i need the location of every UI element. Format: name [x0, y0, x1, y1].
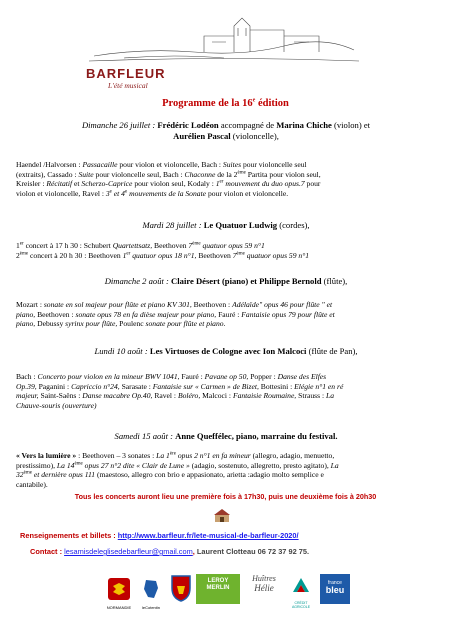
concert-4-program: Bach : Concerto pour violon en la mineur BWV 1041, Fauré : Pavane op 50, Popper : Danse des Elfes Op.39, Paganini : Capriccio n°24, Sarasate : Fantaisie sur « Carmen » de Bizet, Bottesini : Elégie n°1 en ré majeur, Saint-Saëns : Danse macabre Op.40, Ravel : Boléro, Malcoci : Fantaisie Roumaine, Strauss : La Chauve-souris (ouverture) — [16, 372, 344, 410]
concert-2-program: 1er concert à 17 h 30 : Schubert Quartettsatz, Beethoven 7ème quatuor opus 59 n°1 2ème concert à 20 h 30 : Beethoven 1er quatuor opus 18 n°1, Beethoven 7ème quatuor opus 59 n°1 — [16, 241, 310, 260]
concert-3-heading: Dimanche 2 août : Claire Désert (piano) et Philippe Bernold (flûte), — [104, 276, 348, 286]
concert-1-heading: Dimanche 26 juillet : Frédéric Lodéon accompagné de Marina Chiche (violon) et Aurélien Pascal (violoncelle), — [81, 120, 371, 141]
contact-email-link[interactable]: lesamisdeleglisedebarfleur@gmail.com — [64, 547, 193, 556]
brand-subtitle: L'été musical — [108, 81, 148, 90]
church-sketch-logo — [84, 6, 364, 66]
concert-2-heading: Mardi 28 juillet : Le Quatuor Ludwig (cordes), — [142, 220, 310, 230]
cotentin-map-icon — [140, 578, 162, 600]
normandie-lions-icon — [108, 578, 130, 600]
leroy-merlin-logo: LEROY MERLIN — [196, 574, 240, 604]
concert-5-heading: Samedi 15 août : Anne Queffélec, piano, marraine du festival. — [114, 431, 338, 441]
credit-agricole-icon — [290, 576, 312, 596]
program-title: Programme de la 16e édition — [162, 97, 289, 109]
cotentin-logo: leCotentin — [136, 578, 166, 610]
concert-5-program: « Vers la lumière » : Beethoven – 3 sonates : La 1ère opus 2 n°1 en fa mineur (allegro, adagio, menuetto, prestissimo), La 14ème opus 27 n°2 dite « Clair de Lune » (adagio, sostenuto, allegretto, presto agitato), La 32ème et dernière opus 111 (maestoso, allegro con brio e appasionato, arietta :adagio molto semplice e cantabile). — [16, 451, 339, 489]
sponsor-logos — [100, 570, 360, 630]
church-stamp-icon — [213, 508, 231, 524]
shield-icon — [171, 574, 191, 602]
brand-title: BARFLEUR — [86, 66, 166, 81]
concert-1-program: Haendel /Halvorsen : Passacaille pour violon et violoncelle, Bach : Suites pour violoncelle seul (extraits), Cassado : Suite pour violoncelle seul, Bach : Chaconne de la 2ème Partita pour violon seul, Kreisler : Récitatif et Scherzo-Caprice pour violon seul, Kodaly : 1er mouvement du duo opus.7 pour violon et violoncelle, Ravel : 3e et 4e mouvements de la Sonate pour violon et violoncelle. — [16, 160, 321, 198]
france-bleu-logo: france bleu — [320, 574, 350, 604]
barfleur-shield-logo — [170, 574, 192, 607]
concert-times-note: Tous les concerts auront lieu une première fois à 17h30, puis une deuxième fois à 20h30 — [74, 492, 377, 501]
credit-agricole-logo: CRÉDIT AGRICOLE — [286, 576, 316, 609]
contact-info: Contact : lesamisdeleglisedebarfleur@gmail.com, Laurent Clotteau 06 72 37 92 75. — [30, 547, 310, 556]
tickets-info: Renseignements et billets : http://www.barfleur.fr/lete-musical-de-barfleur-2020/ — [20, 531, 299, 540]
concert-3-program: Mozart : sonate en sol majeur pour flûte et piano KV 301, Beethoven : Adélaïde" opus 46 pour flûte " et piano, Beethoven : sonate opus 78 en fa dièse majeur pour piano, Fauré : Fantaisie opus 79 pour flûte et piano, Debussy syrinx pour flûte, Poulenc sonate pour flûte et piano. — [16, 300, 335, 329]
huitres-helie-logo: Huîtres Hélie — [252, 574, 276, 593]
normandie-logo: NORMANDIE — [104, 578, 134, 610]
concert-4-heading: Lundi 10 août : Les Virtuoses de Cologne avec Ion Malcoci (flûte de Pan), — [94, 346, 358, 356]
tickets-link[interactable]: http://www.barfleur.fr/lete-musical-de-barfleur-2020/ — [117, 531, 299, 540]
